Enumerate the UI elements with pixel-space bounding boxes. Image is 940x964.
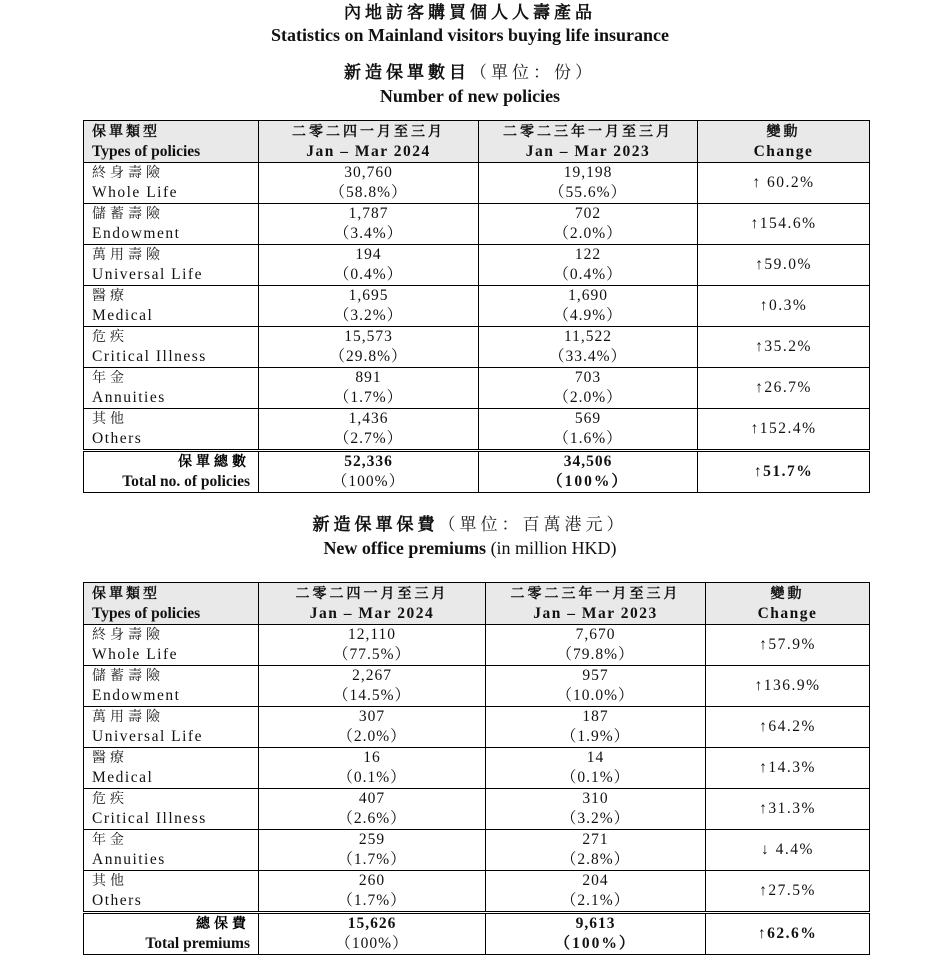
value-2024-cell: 407 （2.6%） bbox=[259, 789, 486, 830]
change-cell: ↑0.3% bbox=[698, 286, 870, 327]
change-cell: ↑64.2% bbox=[706, 707, 870, 748]
table2-caption bbox=[0, 513, 940, 559]
total-2024-cell: 15,626 （100%） bbox=[259, 913, 486, 955]
value-2023-cell: 187 （1.9%） bbox=[486, 707, 706, 748]
value-2024-cell: 194 （0.4%） bbox=[259, 245, 479, 286]
table-row bbox=[84, 871, 870, 913]
total-change-cell: ↑51.7% bbox=[698, 451, 870, 493]
policy-type-cell: 危疾 Critical Illness bbox=[84, 789, 259, 830]
policy-type-cell: 年金 Annuities bbox=[84, 830, 259, 871]
total-change-cell: ↑62.6% bbox=[706, 913, 870, 955]
table-header-row bbox=[84, 583, 870, 625]
col-header-change: 變動 Change bbox=[706, 583, 870, 625]
total-row bbox=[84, 451, 870, 493]
table-row bbox=[84, 286, 870, 327]
table-header-row bbox=[84, 121, 870, 163]
table-row bbox=[84, 245, 870, 286]
value-2024-cell: 259 （1.7%） bbox=[259, 830, 486, 871]
value-2023-cell: 7,670 （79.8%） bbox=[486, 625, 706, 666]
value-2024-cell: 1,787 （3.4%） bbox=[259, 204, 479, 245]
value-2023-cell: 11,522 （33.4%） bbox=[479, 327, 698, 368]
policy-type-cell: 儲蓄壽險 Endowment bbox=[84, 204, 259, 245]
col-header-2023: 二零二三年一月至三月 Jan – Mar 2023 bbox=[486, 583, 706, 625]
change-cell: ↑154.6% bbox=[698, 204, 870, 245]
table-row bbox=[84, 204, 870, 245]
table2-caption-unit-en: (in million HKD) bbox=[486, 538, 617, 558]
policy-type-cell: 其他 Others bbox=[84, 409, 259, 451]
value-2024-cell: 15,573 （29.8%） bbox=[259, 327, 479, 368]
change-cell: ↑59.0% bbox=[698, 245, 870, 286]
col-header-2023: 二零二三年一月至三月 Jan – Mar 2023 bbox=[479, 121, 698, 163]
policy-type-cell: 終身壽險 Whole Life bbox=[84, 163, 259, 204]
table-row bbox=[84, 368, 870, 409]
table2-caption-unit-zh: （單位：百萬港元） bbox=[438, 515, 628, 535]
table-row bbox=[84, 789, 870, 830]
value-2023-cell: 122 （0.4%） bbox=[479, 245, 698, 286]
policy-type-cell: 醫療 Medical bbox=[84, 286, 259, 327]
change-cell: ↑14.3% bbox=[706, 748, 870, 789]
value-2024-cell: 891 （1.7%） bbox=[259, 368, 479, 409]
total-2023-cell: 9,613 （100%） bbox=[486, 913, 706, 955]
table-row bbox=[84, 748, 870, 789]
new-premiums-table bbox=[83, 582, 870, 955]
policy-type-cell: 其他 Others bbox=[84, 871, 259, 913]
table-row bbox=[84, 666, 870, 707]
policy-type-cell: 儲蓄壽險 Endowment bbox=[84, 666, 259, 707]
change-cell: ↑35.2% bbox=[698, 327, 870, 368]
table-row bbox=[84, 707, 870, 748]
document-header bbox=[0, 2, 940, 46]
policy-type-cell: 終身壽險 Whole Life bbox=[84, 625, 259, 666]
total-label-cell: 總保費 Total premiums bbox=[84, 913, 259, 955]
change-cell: ↓ 4.4% bbox=[706, 830, 870, 871]
value-2023-cell: 271 （2.8%） bbox=[486, 830, 706, 871]
change-cell: ↑26.7% bbox=[698, 368, 870, 409]
value-2023-cell: 569 （1.6%） bbox=[479, 409, 698, 451]
policy-type-cell: 萬用壽險 Universal Life bbox=[84, 245, 259, 286]
table1-caption-unit-zh: （單位：份） bbox=[470, 63, 596, 83]
total-2023-cell: 34,506 （100%） bbox=[479, 451, 698, 493]
total-label-cell: 保單總數 Total no. of policies bbox=[84, 451, 259, 493]
value-2023-cell: 310 （3.2%） bbox=[486, 789, 706, 830]
change-cell: ↑152.4% bbox=[698, 409, 870, 451]
total-row bbox=[84, 913, 870, 955]
policy-type-cell: 年金 Annuities bbox=[84, 368, 259, 409]
value-2024-cell: 12,110 （77.5%） bbox=[259, 625, 486, 666]
col-header-2024: 二零二四一月至三月 Jan – Mar 2024 bbox=[259, 583, 486, 625]
value-2024-cell: 2,267 （14.5%） bbox=[259, 666, 486, 707]
value-2023-cell: 204 （2.1%） bbox=[486, 871, 706, 913]
table2-caption-zh: 新造保單保費 bbox=[312, 515, 439, 535]
value-2023-cell: 19,198 （55.6%） bbox=[479, 163, 698, 204]
value-2023-cell: 702 （2.0%） bbox=[479, 204, 698, 245]
col-header-type: 保單類型 Types of policies bbox=[84, 583, 259, 625]
value-2024-cell: 1,695 （3.2%） bbox=[259, 286, 479, 327]
value-2023-cell: 1,690 （4.9%） bbox=[479, 286, 698, 327]
table1-caption bbox=[0, 61, 940, 107]
table-row bbox=[84, 327, 870, 368]
change-cell: ↑57.9% bbox=[706, 625, 870, 666]
value-2024-cell: 1,436 （2.7%） bbox=[259, 409, 479, 451]
table2-caption-en: New office premiums bbox=[323, 538, 487, 558]
policy-type-cell: 醫療 Medical bbox=[84, 748, 259, 789]
table1-caption-zh: 新造保單數目 bbox=[344, 63, 470, 83]
value-2024-cell: 260 （1.7%） bbox=[259, 871, 486, 913]
total-2024-cell: 52,336 （100%） bbox=[259, 451, 479, 493]
document-title-en: Statistics on Mainland visitors buying life insurance bbox=[270, 25, 670, 45]
table-row bbox=[84, 409, 870, 451]
value-2024-cell: 16 （0.1%） bbox=[259, 748, 486, 789]
change-cell: ↑27.5% bbox=[706, 871, 870, 913]
document-title-zh: 內地訪客購買個人人壽產品 bbox=[344, 3, 596, 23]
change-cell: ↑ 60.2% bbox=[698, 163, 870, 204]
col-header-2024: 二零二四一月至三月 Jan – Mar 2024 bbox=[259, 121, 479, 163]
table1-caption-en: Number of new policies bbox=[379, 86, 561, 106]
change-cell: ↑136.9% bbox=[706, 666, 870, 707]
value-2023-cell: 957 （10.0%） bbox=[486, 666, 706, 707]
col-header-change: 變動 Change bbox=[698, 121, 870, 163]
table-row bbox=[84, 625, 870, 666]
new-policies-table bbox=[83, 120, 870, 493]
policy-type-cell: 萬用壽險 Universal Life bbox=[84, 707, 259, 748]
table-row bbox=[84, 163, 870, 204]
change-cell: ↑31.3% bbox=[706, 789, 870, 830]
value-2023-cell: 703 （2.0%） bbox=[479, 368, 698, 409]
policy-type-cell: 危疾 Critical Illness bbox=[84, 327, 259, 368]
table-row bbox=[84, 830, 870, 871]
col-header-type: 保單類型 Types of policies bbox=[84, 121, 259, 163]
value-2024-cell: 30,760 （58.8%） bbox=[259, 163, 479, 204]
value-2024-cell: 307 （2.0%） bbox=[259, 707, 486, 748]
value-2023-cell: 14 （0.1%） bbox=[486, 748, 706, 789]
